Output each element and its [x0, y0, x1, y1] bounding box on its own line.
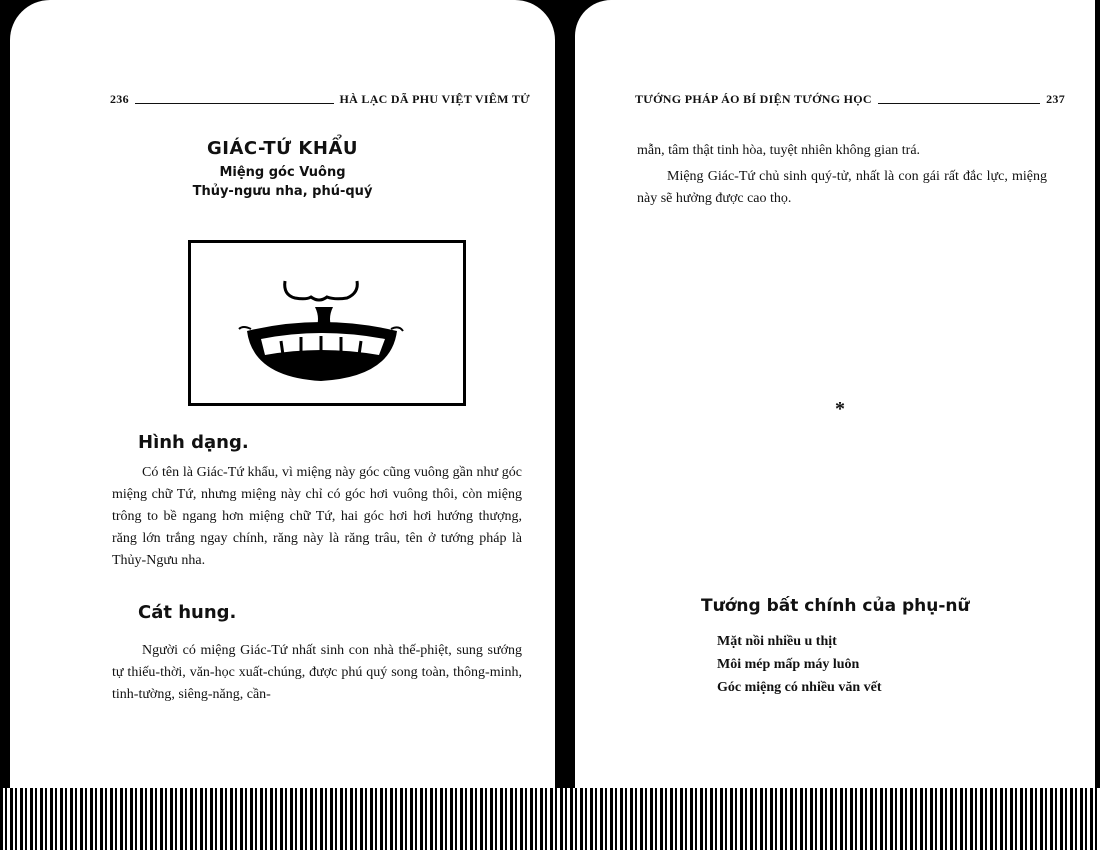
section-heading-shape: Hình dạng.: [138, 432, 249, 453]
poem-title: Tướng bất chính của phụ-nữ: [701, 596, 970, 616]
left-page: [10, 0, 555, 800]
offspring-paragraph: Miệng Giác-Tứ chủ sinh quý-tử, nhất là con gái rất đắc lực, miệng này sẽ hưởng được cao thọ.: [637, 169, 1047, 206]
right-page-header: [635, 92, 1065, 107]
poem-line: Mặt nồi nhiều u thịt: [717, 634, 837, 649]
section-heading-fortune: Cát hung.: [138, 602, 237, 623]
left-page-number: 236: [110, 92, 129, 106]
left-page-header: [110, 92, 530, 107]
section-text-shape: [112, 462, 522, 572]
scan-edge-stripes: [0, 788, 1100, 850]
poem-line: Góc miệng có nhiều văn vết: [717, 680, 882, 695]
left-header-title: HÀ LẠC DÃ PHU VIỆT VIÊM TỬ: [339, 92, 530, 106]
mouth-illustration: [188, 240, 466, 406]
section-text-fortune: [112, 640, 522, 706]
chapter-subtitle: Miệng góc Vuông: [219, 165, 346, 180]
fortune-paragraph: Người có miệng Giác-Tứ nhất sinh con nhà thế-phiệt, sung sướng tự thiếu-thời, văn-học xuất-chúng, được phú quý song toàn, thông-minh, tinh-tường, siêng-năng, cần-: [112, 643, 522, 702]
poem-line: Môi mép mấp máy luôn: [717, 657, 860, 672]
header-rule: [878, 103, 1040, 104]
chapter-title: GIÁC-TỨ KHẨU: [207, 138, 358, 159]
chapter-title-block: [10, 138, 555, 199]
chapter-subtitle-2: Thủy-ngưu nha, phú-quý: [192, 184, 373, 199]
right-page-number: 237: [1046, 92, 1065, 106]
right-text-block: [637, 140, 1047, 210]
continued-paragraph: mẫn, tâm thật tinh hòa, tuyệt nhiên không gian trá.: [637, 143, 921, 158]
shape-paragraph: Có tên là Giác-Tứ khẩu, vì miệng này góc cũng vuông gần như góc miệng chữ Tứ, nhưng miệng này chỉ có góc hơi vuông thôi, còn miệng trông to bề ngang hơn miệng chữ Tứ, hai góc hơi hơi hướng thượng, răng lớn trắng ngay chính, răng này là răng trâu, tên ở tướng pháp là Thủy-Ngưu nha.: [112, 465, 522, 568]
poem-lines: [717, 630, 882, 699]
right-page: [575, 0, 1095, 800]
right-header-title: TƯỚNG PHÁP ÁO BÍ DIỆN TƯỚNG HỌC: [635, 92, 872, 106]
header-rule: [135, 103, 334, 104]
mouth-illustration-icon: [191, 243, 457, 397]
ornament-asterisk: *: [835, 398, 845, 420]
